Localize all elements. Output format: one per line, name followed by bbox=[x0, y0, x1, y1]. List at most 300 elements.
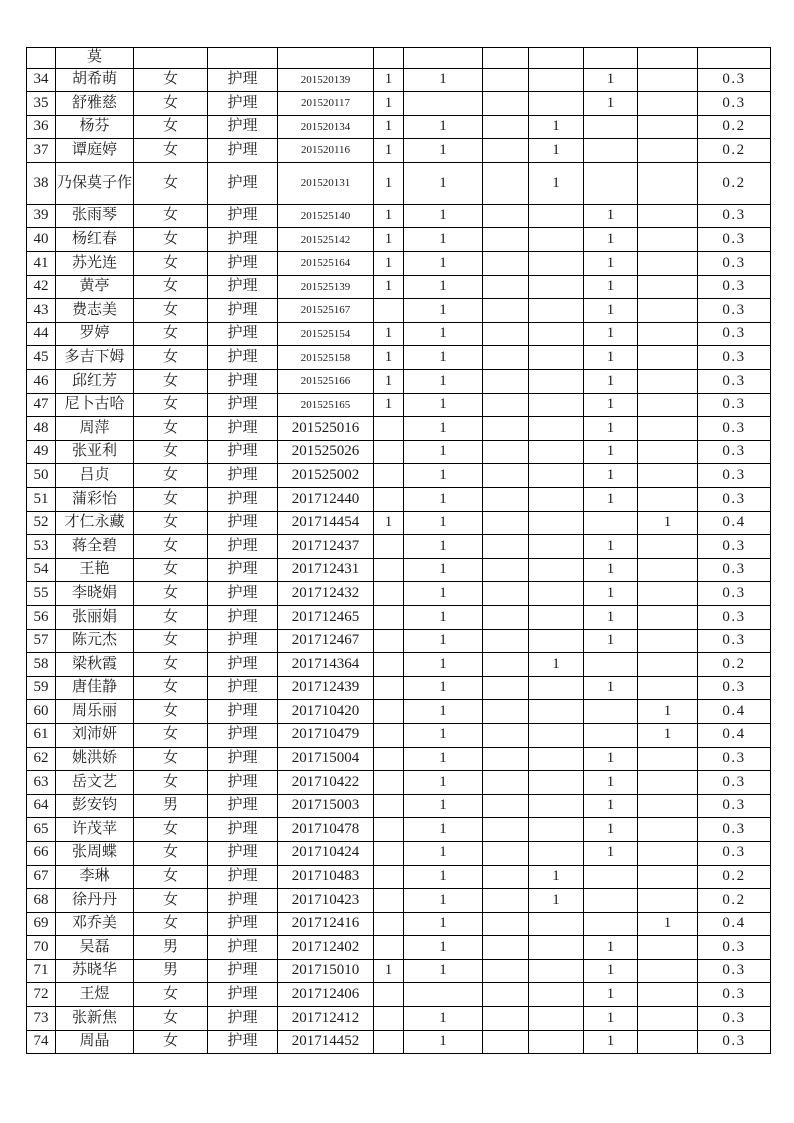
student-id-cell: 201525016 bbox=[278, 417, 374, 441]
table-row bbox=[27, 417, 771, 441]
major-cell: 护理 bbox=[208, 68, 278, 92]
mark-col2-cell: 1 bbox=[404, 558, 483, 582]
table-row bbox=[27, 912, 771, 936]
name-cell: 苏光连 bbox=[56, 252, 134, 276]
mark-col5-cell: 1 bbox=[584, 959, 638, 983]
row-number-cell: 61 bbox=[27, 723, 56, 747]
table-row bbox=[27, 346, 771, 370]
mark-col1-cell bbox=[374, 818, 404, 842]
major-cell: 护理 bbox=[208, 865, 278, 889]
table-row bbox=[27, 653, 771, 677]
mark-col3-cell bbox=[483, 582, 529, 606]
score-cell: 0.3 bbox=[698, 558, 771, 582]
mark-col4-cell bbox=[529, 723, 584, 747]
row-number-cell: 66 bbox=[27, 841, 56, 865]
table-row bbox=[27, 68, 771, 92]
score-cell: 0.3 bbox=[698, 393, 771, 417]
score-cell: 0.4 bbox=[698, 912, 771, 936]
major-cell bbox=[208, 48, 278, 69]
mark-col5-cell: 1 bbox=[584, 582, 638, 606]
mark-col1-cell bbox=[374, 440, 404, 464]
mark-col2-cell: 1 bbox=[404, 1007, 483, 1031]
mark-col3-cell bbox=[483, 370, 529, 394]
table-row bbox=[27, 139, 771, 163]
name-cell: 周晶 bbox=[56, 1030, 134, 1054]
score-cell: 0.3 bbox=[698, 488, 771, 512]
mark-col6-cell bbox=[638, 162, 698, 204]
mark-col1-cell bbox=[374, 535, 404, 559]
student-id-cell: 201710478 bbox=[278, 818, 374, 842]
mark-col3-cell bbox=[483, 723, 529, 747]
mark-col1-cell: 1 bbox=[374, 346, 404, 370]
mark-col2-cell: 1 bbox=[404, 771, 483, 795]
gender-cell: 女 bbox=[134, 275, 208, 299]
gender-cell: 女 bbox=[134, 252, 208, 276]
student-id-cell: 201525154 bbox=[278, 322, 374, 346]
mark-col3-cell bbox=[483, 1030, 529, 1054]
student-id-cell: 201710423 bbox=[278, 889, 374, 913]
row-number-cell: 53 bbox=[27, 535, 56, 559]
name-cell: 王艳 bbox=[56, 558, 134, 582]
name-cell: 蒋全碧 bbox=[56, 535, 134, 559]
name-cell: 黄亭 bbox=[56, 275, 134, 299]
score-cell: 0.2 bbox=[698, 162, 771, 204]
mark-col4-cell bbox=[529, 322, 584, 346]
student-id-cell: 201525139 bbox=[278, 275, 374, 299]
score-cell: 0.3 bbox=[698, 794, 771, 818]
student-id-cell: 201520131 bbox=[278, 162, 374, 204]
score-cell: 0.4 bbox=[698, 723, 771, 747]
name-cell: 胡希萌 bbox=[56, 68, 134, 92]
name-cell: 李晓娟 bbox=[56, 582, 134, 606]
mark-col5-cell: 1 bbox=[584, 370, 638, 394]
mark-col2-cell: 1 bbox=[404, 252, 483, 276]
mark-col4-cell bbox=[529, 959, 584, 983]
name-cell: 罗婷 bbox=[56, 322, 134, 346]
score-cell: 0.2 bbox=[698, 865, 771, 889]
mark-col6-cell bbox=[638, 747, 698, 771]
row-number-cell: 54 bbox=[27, 558, 56, 582]
mark-col2-cell: 1 bbox=[404, 393, 483, 417]
mark-col4-cell bbox=[529, 440, 584, 464]
row-number-cell: 59 bbox=[27, 676, 56, 700]
name-cell: 尼卜古哈 bbox=[56, 393, 134, 417]
table-row bbox=[27, 440, 771, 464]
mark-col1-cell bbox=[374, 464, 404, 488]
score-cell: 0.3 bbox=[698, 1007, 771, 1031]
mark-col6-cell bbox=[638, 889, 698, 913]
mark-col4-cell bbox=[529, 204, 584, 228]
mark-col2-cell: 1 bbox=[404, 700, 483, 724]
mark-col3-cell bbox=[483, 936, 529, 960]
mark-col3-cell bbox=[483, 393, 529, 417]
student-id-cell: 201710422 bbox=[278, 771, 374, 795]
major-cell: 护理 bbox=[208, 841, 278, 865]
mark-col4-cell bbox=[529, 48, 584, 69]
mark-col6-cell bbox=[638, 983, 698, 1007]
mark-col4-cell bbox=[529, 747, 584, 771]
student-id-cell: 201712431 bbox=[278, 558, 374, 582]
major-cell: 护理 bbox=[208, 936, 278, 960]
mark-col6-cell bbox=[638, 393, 698, 417]
mark-col1-cell: 1 bbox=[374, 162, 404, 204]
mark-col5-cell: 1 bbox=[584, 275, 638, 299]
mark-col2-cell: 1 bbox=[404, 582, 483, 606]
mark-col2-cell: 1 bbox=[404, 464, 483, 488]
table-row bbox=[27, 747, 771, 771]
table-row bbox=[27, 1007, 771, 1031]
major-cell: 护理 bbox=[208, 322, 278, 346]
major-cell: 护理 bbox=[208, 818, 278, 842]
mark-col3-cell bbox=[483, 68, 529, 92]
mark-col5-cell: 1 bbox=[584, 747, 638, 771]
gender-cell: 女 bbox=[134, 983, 208, 1007]
row-number-cell: 72 bbox=[27, 983, 56, 1007]
mark-col3-cell bbox=[483, 511, 529, 535]
row-number-cell: 55 bbox=[27, 582, 56, 606]
mark-col6-cell: 1 bbox=[638, 511, 698, 535]
student-id-cell: 201714454 bbox=[278, 511, 374, 535]
mark-col6-cell bbox=[638, 322, 698, 346]
mark-col2-cell: 1 bbox=[404, 889, 483, 913]
mark-col2-cell: 1 bbox=[404, 115, 483, 139]
mark-col6-cell bbox=[638, 865, 698, 889]
score-cell: 0.3 bbox=[698, 676, 771, 700]
mark-col3-cell bbox=[483, 535, 529, 559]
mark-col3-cell bbox=[483, 676, 529, 700]
student-id-cell: 201715004 bbox=[278, 747, 374, 771]
mark-col5-cell bbox=[584, 700, 638, 724]
major-cell: 护理 bbox=[208, 747, 278, 771]
gender-cell: 女 bbox=[134, 889, 208, 913]
mark-col3-cell bbox=[483, 959, 529, 983]
gender-cell: 女 bbox=[134, 1030, 208, 1054]
gender-cell: 女 bbox=[134, 370, 208, 394]
score-cell: 0.3 bbox=[698, 747, 771, 771]
gender-cell: 男 bbox=[134, 794, 208, 818]
student-id-cell: 201520134 bbox=[278, 115, 374, 139]
name-cell: 张亚利 bbox=[56, 440, 134, 464]
major-cell: 护理 bbox=[208, 983, 278, 1007]
score-cell: 0.2 bbox=[698, 653, 771, 677]
gender-cell: 女 bbox=[134, 488, 208, 512]
mark-col5-cell: 1 bbox=[584, 794, 638, 818]
mark-col4-cell bbox=[529, 771, 584, 795]
student-id-cell: 201525140 bbox=[278, 204, 374, 228]
mark-col1-cell bbox=[374, 605, 404, 629]
mark-col2-cell: 1 bbox=[404, 818, 483, 842]
gender-cell: 女 bbox=[134, 629, 208, 653]
student-id-cell: 201525167 bbox=[278, 299, 374, 323]
major-cell: 护理 bbox=[208, 204, 278, 228]
major-cell: 护理 bbox=[208, 92, 278, 116]
mark-col6-cell bbox=[638, 92, 698, 116]
row-number-cell: 60 bbox=[27, 700, 56, 724]
student-id-cell: 201525026 bbox=[278, 440, 374, 464]
mark-col6-cell bbox=[638, 346, 698, 370]
major-cell: 护理 bbox=[208, 370, 278, 394]
gender-cell: 男 bbox=[134, 959, 208, 983]
mark-col1-cell bbox=[374, 771, 404, 795]
major-cell: 护理 bbox=[208, 723, 278, 747]
row-number-cell: 38 bbox=[27, 162, 56, 204]
row-number-cell: 69 bbox=[27, 912, 56, 936]
gender-cell: 女 bbox=[134, 511, 208, 535]
table-row bbox=[27, 535, 771, 559]
major-cell: 护理 bbox=[208, 1007, 278, 1031]
mark-col4-cell bbox=[529, 393, 584, 417]
mark-col4-cell bbox=[529, 68, 584, 92]
mark-col5-cell: 1 bbox=[584, 299, 638, 323]
table-row bbox=[27, 841, 771, 865]
mark-col6-cell bbox=[638, 1030, 698, 1054]
mark-col1-cell: 1 bbox=[374, 959, 404, 983]
mark-col1-cell bbox=[374, 417, 404, 441]
mark-col5-cell bbox=[584, 139, 638, 163]
mark-col4-cell: 1 bbox=[529, 115, 584, 139]
name-cell: 张雨琴 bbox=[56, 204, 134, 228]
mark-col4-cell bbox=[529, 1030, 584, 1054]
score-cell: 0.3 bbox=[698, 417, 771, 441]
mark-col4-cell: 1 bbox=[529, 162, 584, 204]
student-id-cell: 201525166 bbox=[278, 370, 374, 394]
gender-cell: 女 bbox=[134, 322, 208, 346]
score-cell: 0.3 bbox=[698, 841, 771, 865]
table-row bbox=[27, 936, 771, 960]
mark-col4-cell bbox=[529, 605, 584, 629]
row-number-cell: 58 bbox=[27, 653, 56, 677]
major-cell: 护理 bbox=[208, 440, 278, 464]
mark-col5-cell: 1 bbox=[584, 1007, 638, 1031]
mark-col1-cell bbox=[374, 48, 404, 69]
student-id-cell: 201715010 bbox=[278, 959, 374, 983]
row-number-cell: 42 bbox=[27, 275, 56, 299]
table-row bbox=[27, 162, 771, 204]
mark-col5-cell: 1 bbox=[584, 676, 638, 700]
row-number-cell: 41 bbox=[27, 252, 56, 276]
table-row bbox=[27, 889, 771, 913]
mark-col3-cell bbox=[483, 162, 529, 204]
mark-col1-cell bbox=[374, 841, 404, 865]
mark-col4-cell bbox=[529, 417, 584, 441]
mark-col3-cell bbox=[483, 252, 529, 276]
table-row bbox=[27, 629, 771, 653]
mark-col2-cell: 1 bbox=[404, 676, 483, 700]
mark-col6-cell bbox=[638, 417, 698, 441]
mark-col5-cell bbox=[584, 723, 638, 747]
mark-col1-cell bbox=[374, 558, 404, 582]
student-id-cell: 201712467 bbox=[278, 629, 374, 653]
table-row bbox=[27, 393, 771, 417]
mark-col3-cell bbox=[483, 912, 529, 936]
student-id-cell: 201710479 bbox=[278, 723, 374, 747]
mark-col2-cell: 1 bbox=[404, 488, 483, 512]
name-cell: 才仁永藏 bbox=[56, 511, 134, 535]
table-row bbox=[27, 582, 771, 606]
mark-col5-cell bbox=[584, 889, 638, 913]
row-number-cell: 71 bbox=[27, 959, 56, 983]
gender-cell: 女 bbox=[134, 417, 208, 441]
name-cell: 张新焦 bbox=[56, 1007, 134, 1031]
mark-col6-cell bbox=[638, 115, 698, 139]
student-id-cell: 201712465 bbox=[278, 605, 374, 629]
mark-col5-cell: 1 bbox=[584, 841, 638, 865]
mark-col4-cell bbox=[529, 275, 584, 299]
score-cell: 0.3 bbox=[698, 959, 771, 983]
major-cell: 护理 bbox=[208, 393, 278, 417]
table-row bbox=[27, 252, 771, 276]
gender-cell: 女 bbox=[134, 464, 208, 488]
row-number-cell: 36 bbox=[27, 115, 56, 139]
name-cell: 多吉下姆 bbox=[56, 346, 134, 370]
gender-cell: 女 bbox=[134, 723, 208, 747]
mark-col5-cell: 1 bbox=[584, 629, 638, 653]
gender-cell: 女 bbox=[134, 653, 208, 677]
mark-col5-cell bbox=[584, 115, 638, 139]
mark-col2-cell: 1 bbox=[404, 794, 483, 818]
student-id-cell: 201710424 bbox=[278, 841, 374, 865]
mark-col6-cell bbox=[638, 440, 698, 464]
row-number-cell: 63 bbox=[27, 771, 56, 795]
mark-col5-cell: 1 bbox=[584, 417, 638, 441]
row-number-cell: 47 bbox=[27, 393, 56, 417]
student-id-cell: 201520116 bbox=[278, 139, 374, 163]
mark-col5-cell: 1 bbox=[584, 818, 638, 842]
score-cell: 0.3 bbox=[698, 464, 771, 488]
score-cell: 0.3 bbox=[698, 818, 771, 842]
mark-col6-cell bbox=[638, 228, 698, 252]
mark-col2-cell: 1 bbox=[404, 723, 483, 747]
row-number-cell: 40 bbox=[27, 228, 56, 252]
student-id-cell: 201525142 bbox=[278, 228, 374, 252]
mark-col1-cell: 1 bbox=[374, 511, 404, 535]
name-cell: 姚洪娇 bbox=[56, 747, 134, 771]
mark-col4-cell bbox=[529, 370, 584, 394]
student-id-cell: 201710483 bbox=[278, 865, 374, 889]
mark-col3-cell bbox=[483, 464, 529, 488]
name-cell: 邓乔美 bbox=[56, 912, 134, 936]
table-row bbox=[27, 959, 771, 983]
gender-cell: 女 bbox=[134, 204, 208, 228]
mark-col3-cell bbox=[483, 299, 529, 323]
gender-cell: 女 bbox=[134, 228, 208, 252]
gender-cell: 女 bbox=[134, 299, 208, 323]
row-number-cell: 51 bbox=[27, 488, 56, 512]
mark-col2-cell bbox=[404, 983, 483, 1007]
mark-col4-cell bbox=[529, 700, 584, 724]
student-id-cell: 201712439 bbox=[278, 676, 374, 700]
major-cell: 护理 bbox=[208, 511, 278, 535]
gender-cell: 女 bbox=[134, 747, 208, 771]
row-number-cell: 43 bbox=[27, 299, 56, 323]
row-number-cell: 73 bbox=[27, 1007, 56, 1031]
mark-col3-cell bbox=[483, 417, 529, 441]
name-cell: 岳文艺 bbox=[56, 771, 134, 795]
mark-col1-cell bbox=[374, 582, 404, 606]
student-id-cell: 201712440 bbox=[278, 488, 374, 512]
major-cell: 护理 bbox=[208, 115, 278, 139]
mark-col6-cell bbox=[638, 299, 698, 323]
mark-col1-cell bbox=[374, 865, 404, 889]
name-cell: 乃保莫子作 bbox=[56, 162, 134, 204]
mark-col6-cell bbox=[638, 48, 698, 69]
mark-col4-cell bbox=[529, 558, 584, 582]
student-id-cell: 201525002 bbox=[278, 464, 374, 488]
mark-col3-cell bbox=[483, 346, 529, 370]
mark-col1-cell bbox=[374, 1030, 404, 1054]
mark-col5-cell: 1 bbox=[584, 558, 638, 582]
mark-col2-cell: 1 bbox=[404, 747, 483, 771]
mark-col5-cell: 1 bbox=[584, 393, 638, 417]
mark-col2-cell: 1 bbox=[404, 68, 483, 92]
mark-col1-cell bbox=[374, 936, 404, 960]
mark-col4-cell bbox=[529, 228, 584, 252]
mark-col1-cell bbox=[374, 723, 404, 747]
major-cell: 护理 bbox=[208, 275, 278, 299]
mark-col3-cell bbox=[483, 275, 529, 299]
mark-col1-cell bbox=[374, 983, 404, 1007]
gender-cell: 女 bbox=[134, 115, 208, 139]
major-cell: 护理 bbox=[208, 464, 278, 488]
major-cell: 护理 bbox=[208, 605, 278, 629]
name-cell: 吴磊 bbox=[56, 936, 134, 960]
student-id-cell: 201520139 bbox=[278, 68, 374, 92]
table-row bbox=[27, 511, 771, 535]
score-cell: 0.3 bbox=[698, 275, 771, 299]
mark-col5-cell: 1 bbox=[584, 936, 638, 960]
major-cell: 护理 bbox=[208, 346, 278, 370]
mark-col3-cell bbox=[483, 889, 529, 913]
mark-col6-cell bbox=[638, 841, 698, 865]
mark-col3-cell bbox=[483, 204, 529, 228]
name-cell: 周萍 bbox=[56, 417, 134, 441]
mark-col2-cell: 1 bbox=[404, 299, 483, 323]
mark-col6-cell bbox=[638, 959, 698, 983]
mark-col2-cell: 1 bbox=[404, 370, 483, 394]
mark-col4-cell bbox=[529, 92, 584, 116]
mark-col6-cell bbox=[638, 582, 698, 606]
mark-col2-cell: 1 bbox=[404, 204, 483, 228]
major-cell: 护理 bbox=[208, 228, 278, 252]
mark-col4-cell bbox=[529, 488, 584, 512]
mark-col5-cell bbox=[584, 162, 638, 204]
table-row bbox=[27, 1030, 771, 1054]
mark-col1-cell: 1 bbox=[374, 228, 404, 252]
row-number-cell: 68 bbox=[27, 889, 56, 913]
mark-col4-cell bbox=[529, 346, 584, 370]
mark-col2-cell: 1 bbox=[404, 936, 483, 960]
mark-col5-cell bbox=[584, 48, 638, 69]
score-cell: 0.4 bbox=[698, 511, 771, 535]
major-cell: 护理 bbox=[208, 558, 278, 582]
mark-col6-cell bbox=[638, 1007, 698, 1031]
mark-col2-cell: 1 bbox=[404, 162, 483, 204]
row-number-cell: 37 bbox=[27, 139, 56, 163]
mark-col1-cell bbox=[374, 299, 404, 323]
row-number-cell: 34 bbox=[27, 68, 56, 92]
mark-col6-cell bbox=[638, 629, 698, 653]
mark-col4-cell bbox=[529, 676, 584, 700]
gender-cell: 女 bbox=[134, 162, 208, 204]
score-cell: 0.2 bbox=[698, 139, 771, 163]
mark-col1-cell: 1 bbox=[374, 322, 404, 346]
mark-col2-cell: 1 bbox=[404, 653, 483, 677]
mark-col4-cell bbox=[529, 299, 584, 323]
major-cell: 护理 bbox=[208, 488, 278, 512]
mark-col6-cell bbox=[638, 535, 698, 559]
row-number-cell: 67 bbox=[27, 865, 56, 889]
score-cell: 0.3 bbox=[698, 605, 771, 629]
